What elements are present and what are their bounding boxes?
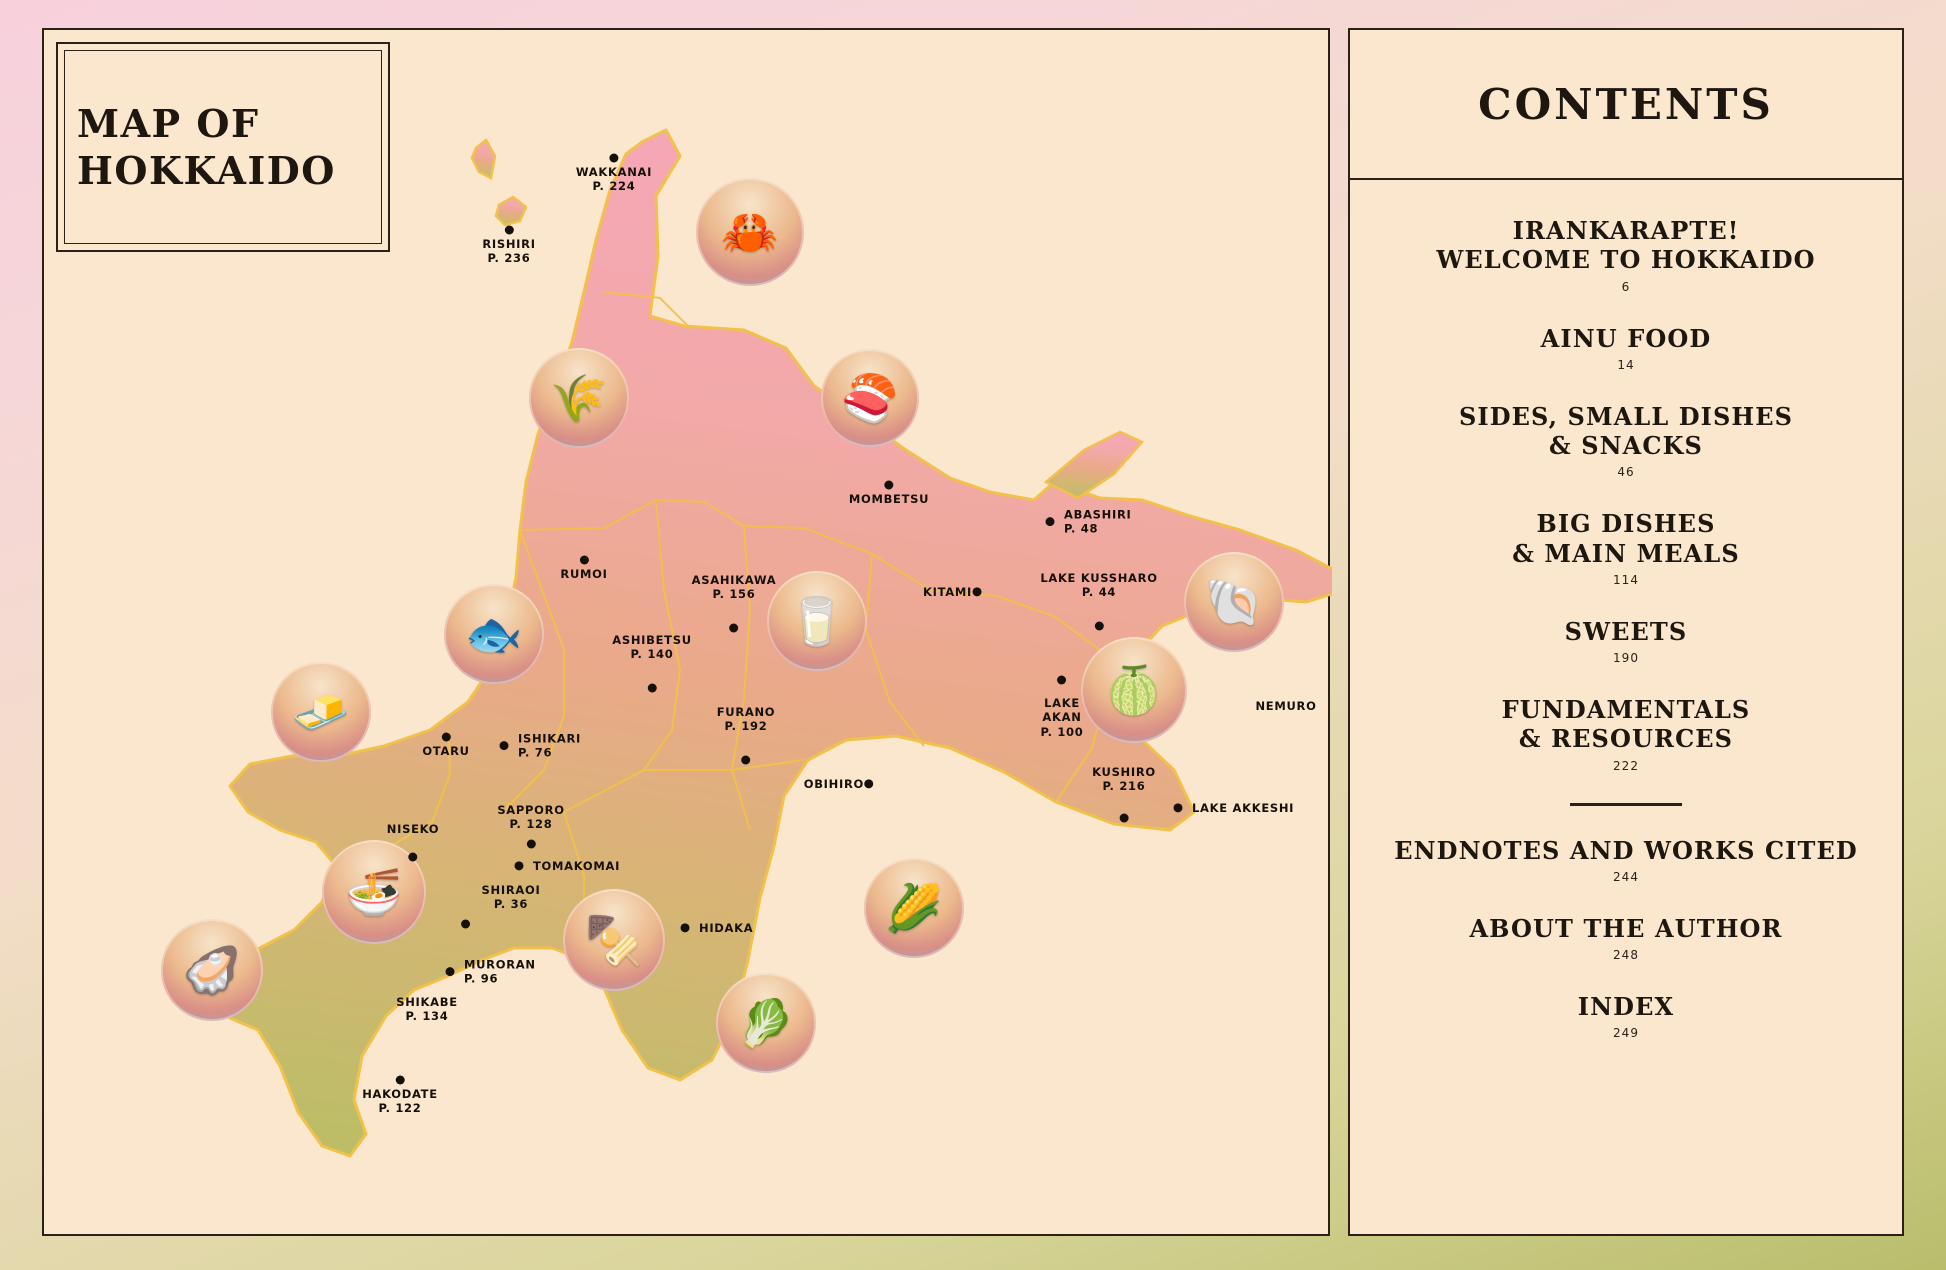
- map-pin-icon: [579, 556, 588, 565]
- map-pin-icon: [526, 840, 535, 849]
- map-pin-icon: [1046, 518, 1055, 527]
- contents-panel: [1348, 28, 1904, 1236]
- city-label: HAKODATE: [362, 1087, 438, 1101]
- city-label: MOMBETSU: [848, 492, 930, 506]
- city-label: LAKE AKKESHI: [1192, 800, 1295, 815]
- map-pin-icon: [609, 154, 618, 163]
- city-label: OBIHIRO: [803, 776, 864, 791]
- scallop-shell-icon: 🐚: [1205, 576, 1263, 628]
- city-marker-rishiri[interactable]: [482, 230, 535, 266]
- map-pin-icon: [500, 742, 509, 751]
- city-marker-tomakomai[interactable]: [533, 859, 620, 873]
- toc-page: 114: [1613, 572, 1639, 587]
- city-marker-sapporo[interactable]: [497, 796, 564, 832]
- map-panel: [42, 28, 1330, 1236]
- city-marker-hidaka[interactable]: [699, 921, 753, 935]
- food-bubble-salmon-sashimi-bowl[interactable]: [821, 349, 919, 447]
- map-pin-icon: [681, 924, 690, 933]
- toc-item-ainu-food[interactable]: [1380, 324, 1872, 372]
- map-pin-icon: [1094, 622, 1103, 631]
- city-page: P. 44: [1081, 585, 1117, 600]
- toc-item-about-author[interactable]: [1380, 914, 1872, 962]
- city-label: KUSHIRO: [1092, 765, 1156, 779]
- city-marker-rumoi[interactable]: [560, 560, 607, 581]
- city-marker-muroran[interactable]: [464, 958, 536, 987]
- city-marker-ashibetsu[interactable]: [612, 626, 691, 662]
- city-label: RUMOI: [560, 567, 608, 581]
- city-page: P. 100: [1040, 724, 1084, 739]
- toc-page: 14: [1617, 357, 1635, 372]
- city-marker-kushiro[interactable]: [1092, 758, 1156, 794]
- city-marker-lake-akkeshi[interactable]: [1192, 801, 1294, 815]
- city-marker-furano[interactable]: [717, 698, 776, 734]
- city-page: P. 36: [493, 897, 529, 912]
- salmon-sashimi-bowl-icon: 🍣: [841, 372, 899, 424]
- city-label: FURANO: [716, 705, 776, 719]
- city-label: OTARU: [422, 744, 470, 758]
- city-label: KITAMI: [923, 584, 972, 599]
- food-bubble-yakitori-skewers[interactable]: [563, 889, 665, 991]
- toc-page: 248: [1613, 948, 1639, 963]
- toc-divider: [1570, 803, 1682, 806]
- city-page: P. 192: [724, 719, 768, 734]
- toc-page: 244: [1613, 869, 1639, 884]
- city-page: P. 216: [1102, 779, 1146, 794]
- salmon-fish-icon: 🐟: [465, 608, 523, 660]
- butter-corn-icon: 🧈: [292, 686, 350, 738]
- map-pin-icon: [515, 862, 524, 871]
- map-pin-icon: [441, 733, 450, 742]
- toc-label: ABOUT THE AUTHOR: [1469, 913, 1783, 943]
- city-marker-lake-akan[interactable]: [1041, 690, 1084, 739]
- map-pin-icon: [461, 920, 470, 929]
- city-page: P. 140: [630, 647, 674, 662]
- map-pin-icon: [647, 684, 656, 693]
- city-marker-mombetsu[interactable]: [849, 485, 929, 506]
- toc-page: 249: [1613, 1026, 1639, 1041]
- city-marker-nemuro[interactable]: [1255, 692, 1316, 713]
- map-pin-icon: [973, 588, 982, 597]
- city-page: P. 76: [518, 746, 553, 760]
- toc-label: FUNDAMENTALS & RESOURCES: [1501, 695, 1751, 754]
- city-marker-abashiri[interactable]: [1064, 508, 1132, 537]
- map-pin-icon: [884, 481, 893, 490]
- city-page: P. 122: [378, 1101, 422, 1116]
- city-label: NISEKO: [386, 822, 440, 836]
- city-page: P. 128: [509, 817, 553, 832]
- seaweed-kombu-icon: 🥬: [737, 997, 795, 1049]
- milk-bottle-icon: 🥛: [788, 595, 846, 647]
- city-label: LAKE KUSSHARO: [1040, 571, 1158, 585]
- toc-label: SWEETS: [1564, 616, 1688, 646]
- city-label: ASHIBETSU: [612, 633, 692, 647]
- book-spread: [42, 28, 1904, 1236]
- toc-item-fundamentals[interactable]: [1380, 695, 1872, 773]
- city-label: MURORAN: [464, 957, 536, 972]
- leek-corn-icon: 🌽: [885, 882, 943, 934]
- map-pin-icon: [446, 968, 455, 977]
- city-page: P. 156: [712, 587, 756, 602]
- yakitori-skewers-icon: 🍢: [585, 914, 643, 966]
- city-marker-hakodate[interactable]: [362, 1080, 438, 1116]
- ramen-icon: 🍜: [345, 866, 403, 918]
- map-pin-icon: [396, 1076, 405, 1085]
- map-pin-icon: [730, 624, 739, 633]
- toc-page: 222: [1613, 758, 1639, 773]
- city-marker-ishikari[interactable]: [518, 732, 581, 761]
- toc-item-big-dishes[interactable]: [1380, 509, 1872, 587]
- city-label: WAKKANAI: [575, 165, 653, 179]
- food-bubble-milk-bottle[interactable]: [767, 571, 867, 671]
- map-pin-icon: [1174, 804, 1183, 813]
- city-label: RISHIRI: [482, 237, 536, 251]
- toc-item-welcome[interactable]: [1380, 216, 1872, 294]
- city-label: SAPPORO: [497, 803, 565, 817]
- city-page: P. 134: [405, 1009, 449, 1024]
- food-bubble-scallop-shell[interactable]: [1184, 552, 1284, 652]
- toc-item-index[interactable]: [1380, 992, 1872, 1040]
- city-label: NEMURO: [1255, 699, 1317, 713]
- oyster-icon: 🦪: [183, 944, 241, 996]
- food-bubble-butter-corn[interactable]: [271, 662, 371, 762]
- city-marker-kitami[interactable]: [923, 585, 972, 599]
- table-of-contents: [1380, 216, 1872, 1070]
- map-pin-icon: [742, 756, 751, 765]
- toc-label: BIG DISHES & MAIN MEALS: [1512, 509, 1740, 568]
- city-marker-lake-kussharo[interactable]: [1040, 564, 1157, 600]
- food-bubble-crab[interactable]: [696, 178, 804, 286]
- city-marker-wakkanai[interactable]: [576, 158, 652, 194]
- city-label: TOMAKOMAI: [533, 858, 621, 873]
- toc-page: 46: [1617, 465, 1635, 480]
- city-marker-obihiro[interactable]: [804, 777, 864, 791]
- toc-label: INDEX: [1577, 992, 1675, 1022]
- map-title-box: [56, 42, 390, 252]
- city-label: SHIKABE: [396, 995, 458, 1009]
- city-page: P. 96: [464, 972, 499, 986]
- toc-label: IRANKARAPTE! WELCOME TO HOKKAIDO: [1436, 216, 1816, 275]
- contents-title: CONTENTS: [1478, 79, 1774, 129]
- city-marker-shikabe[interactable]: [396, 988, 458, 1024]
- asparagus-icon: 🌾: [550, 372, 608, 424]
- map-pin-icon: [504, 226, 513, 235]
- food-bubble-seaweed-kombu[interactable]: [716, 973, 816, 1073]
- map-pin-icon: [1058, 676, 1067, 685]
- toc-page: 6: [1621, 279, 1631, 294]
- toc-label: ENDNOTES AND WORKS CITED: [1394, 835, 1858, 865]
- map-pin-icon: [865, 780, 874, 789]
- city-label: ASAHIKAWA: [691, 573, 777, 587]
- city-page: P. 236: [487, 251, 531, 266]
- toc-label: AINU FOOD: [1540, 323, 1712, 353]
- city-marker-asahikawa[interactable]: [692, 566, 777, 602]
- city-label: SHIRAOI: [481, 883, 541, 897]
- city-label: HIDAKA: [699, 920, 754, 935]
- melon-bowl-icon: 🍈: [1105, 664, 1163, 716]
- food-bubble-leek-corn[interactable]: [864, 858, 964, 958]
- city-page: P. 48: [1064, 522, 1099, 536]
- city-label: ABASHIRI: [1064, 507, 1132, 522]
- crab-icon: 🦀: [721, 206, 779, 258]
- contents-header: [1350, 30, 1902, 180]
- toc-page: 190: [1613, 651, 1639, 666]
- toc-label: SIDES, SMALL DISHES & SNACKS: [1458, 401, 1794, 461]
- toc-item-sides-snacks[interactable]: [1380, 402, 1872, 480]
- city-marker-otaru[interactable]: [422, 737, 469, 758]
- map-pin-icon: [1119, 814, 1128, 823]
- city-label: LAKE AKAN: [1042, 696, 1082, 724]
- toc-item-sweets[interactable]: [1380, 617, 1872, 665]
- city-label: ISHIKARI: [518, 731, 582, 746]
- page-title: MAP OF HOKKAIDO: [77, 100, 336, 193]
- city-marker-niseko[interactable]: [387, 815, 439, 836]
- food-bubble-salmon-fish[interactable]: [444, 584, 544, 684]
- toc-item-endnotes[interactable]: [1380, 836, 1872, 884]
- food-bubble-melon-bowl[interactable]: [1081, 637, 1187, 743]
- city-marker-shiraoi[interactable]: [482, 876, 541, 912]
- map-pin-icon: [408, 853, 417, 862]
- food-bubble-oyster[interactable]: [161, 919, 263, 1021]
- city-page: P. 224: [592, 179, 636, 194]
- food-bubble-asparagus[interactable]: [529, 348, 629, 448]
